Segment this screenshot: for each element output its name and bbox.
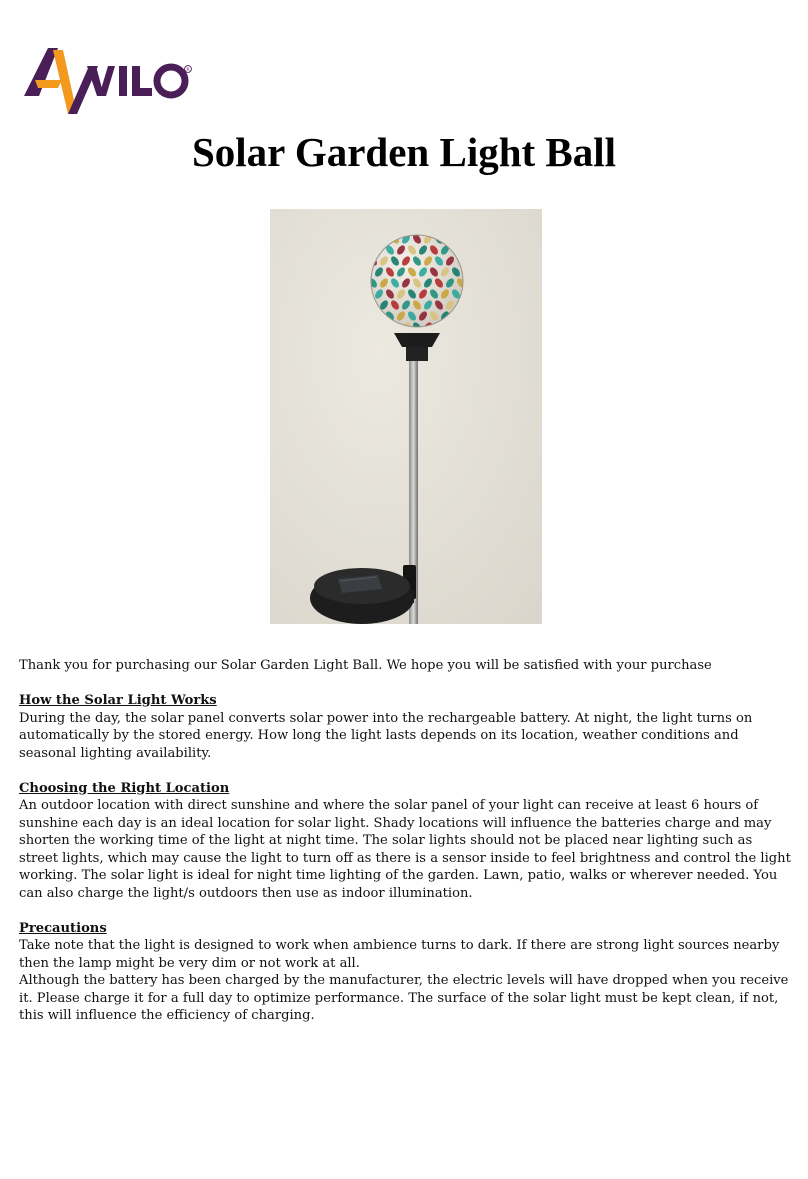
section-heading: Choosing the Right Location: [19, 780, 230, 796]
section-precautions: [19, 920, 795, 1025]
intro-text: Thank you for purchasing our Solar Garden Light Ball. We hope you will be satisfied with your purchase: [19, 658, 712, 673]
section-paragraph: Take note that the light is designed to work when ambience turns to dark. If there are strong light sources nearby then the lamp might be very dim or not work at all.: [19, 938, 780, 971]
avilo-logo: [24, 44, 194, 116]
section-paragraph: An outdoor location with direct sunshine and where the solar panel of your light can receive at least 6 hours of sunshine each day is an ideal location for solar light. Shady locations will influence the batteries charge and may shorten the working time of the light at night time. The solar lights should not be placed near lighting such as street lights, which may cause the light to turn off as there is a sensor inside to feel brightness and control the light working. The solar light is ideal for night time lighting of the garden. Lawn, patio, walks or wherever needed. You can also charge the light/s outdoors then use as indoor illumination.: [19, 798, 791, 901]
section-heading: Precautions: [19, 920, 107, 936]
page-title: Solar Garden Light Ball: [191, 129, 617, 175]
section-how-it-works: [19, 692, 795, 762]
section-paragraph: Although the battery has been charged by the manufacturer, the electric levels will have dropped when you receive it. Please charge it for a full day to optimize performance. The surface of the solar light must be kept clean, if not, this will influence the efficiency of charging.: [19, 973, 789, 1023]
solar-light-ball-illustration: [270, 209, 542, 624]
section-location: [19, 780, 795, 903]
product-photo: [270, 209, 542, 624]
section-paragraph: During the day, the solar panel converts solar power into the rechargeable battery. At night, the light turns on automatically by the stored energy. How long the light lasts depends on its location, weather conditions and seasonal lighting availability.: [19, 710, 753, 761]
avilo-logo-mark: [24, 44, 194, 116]
svg-text:R: R: [186, 67, 190, 73]
instructions-body: [19, 657, 795, 1042]
section-heading: How the Solar Light Works: [19, 693, 217, 708]
